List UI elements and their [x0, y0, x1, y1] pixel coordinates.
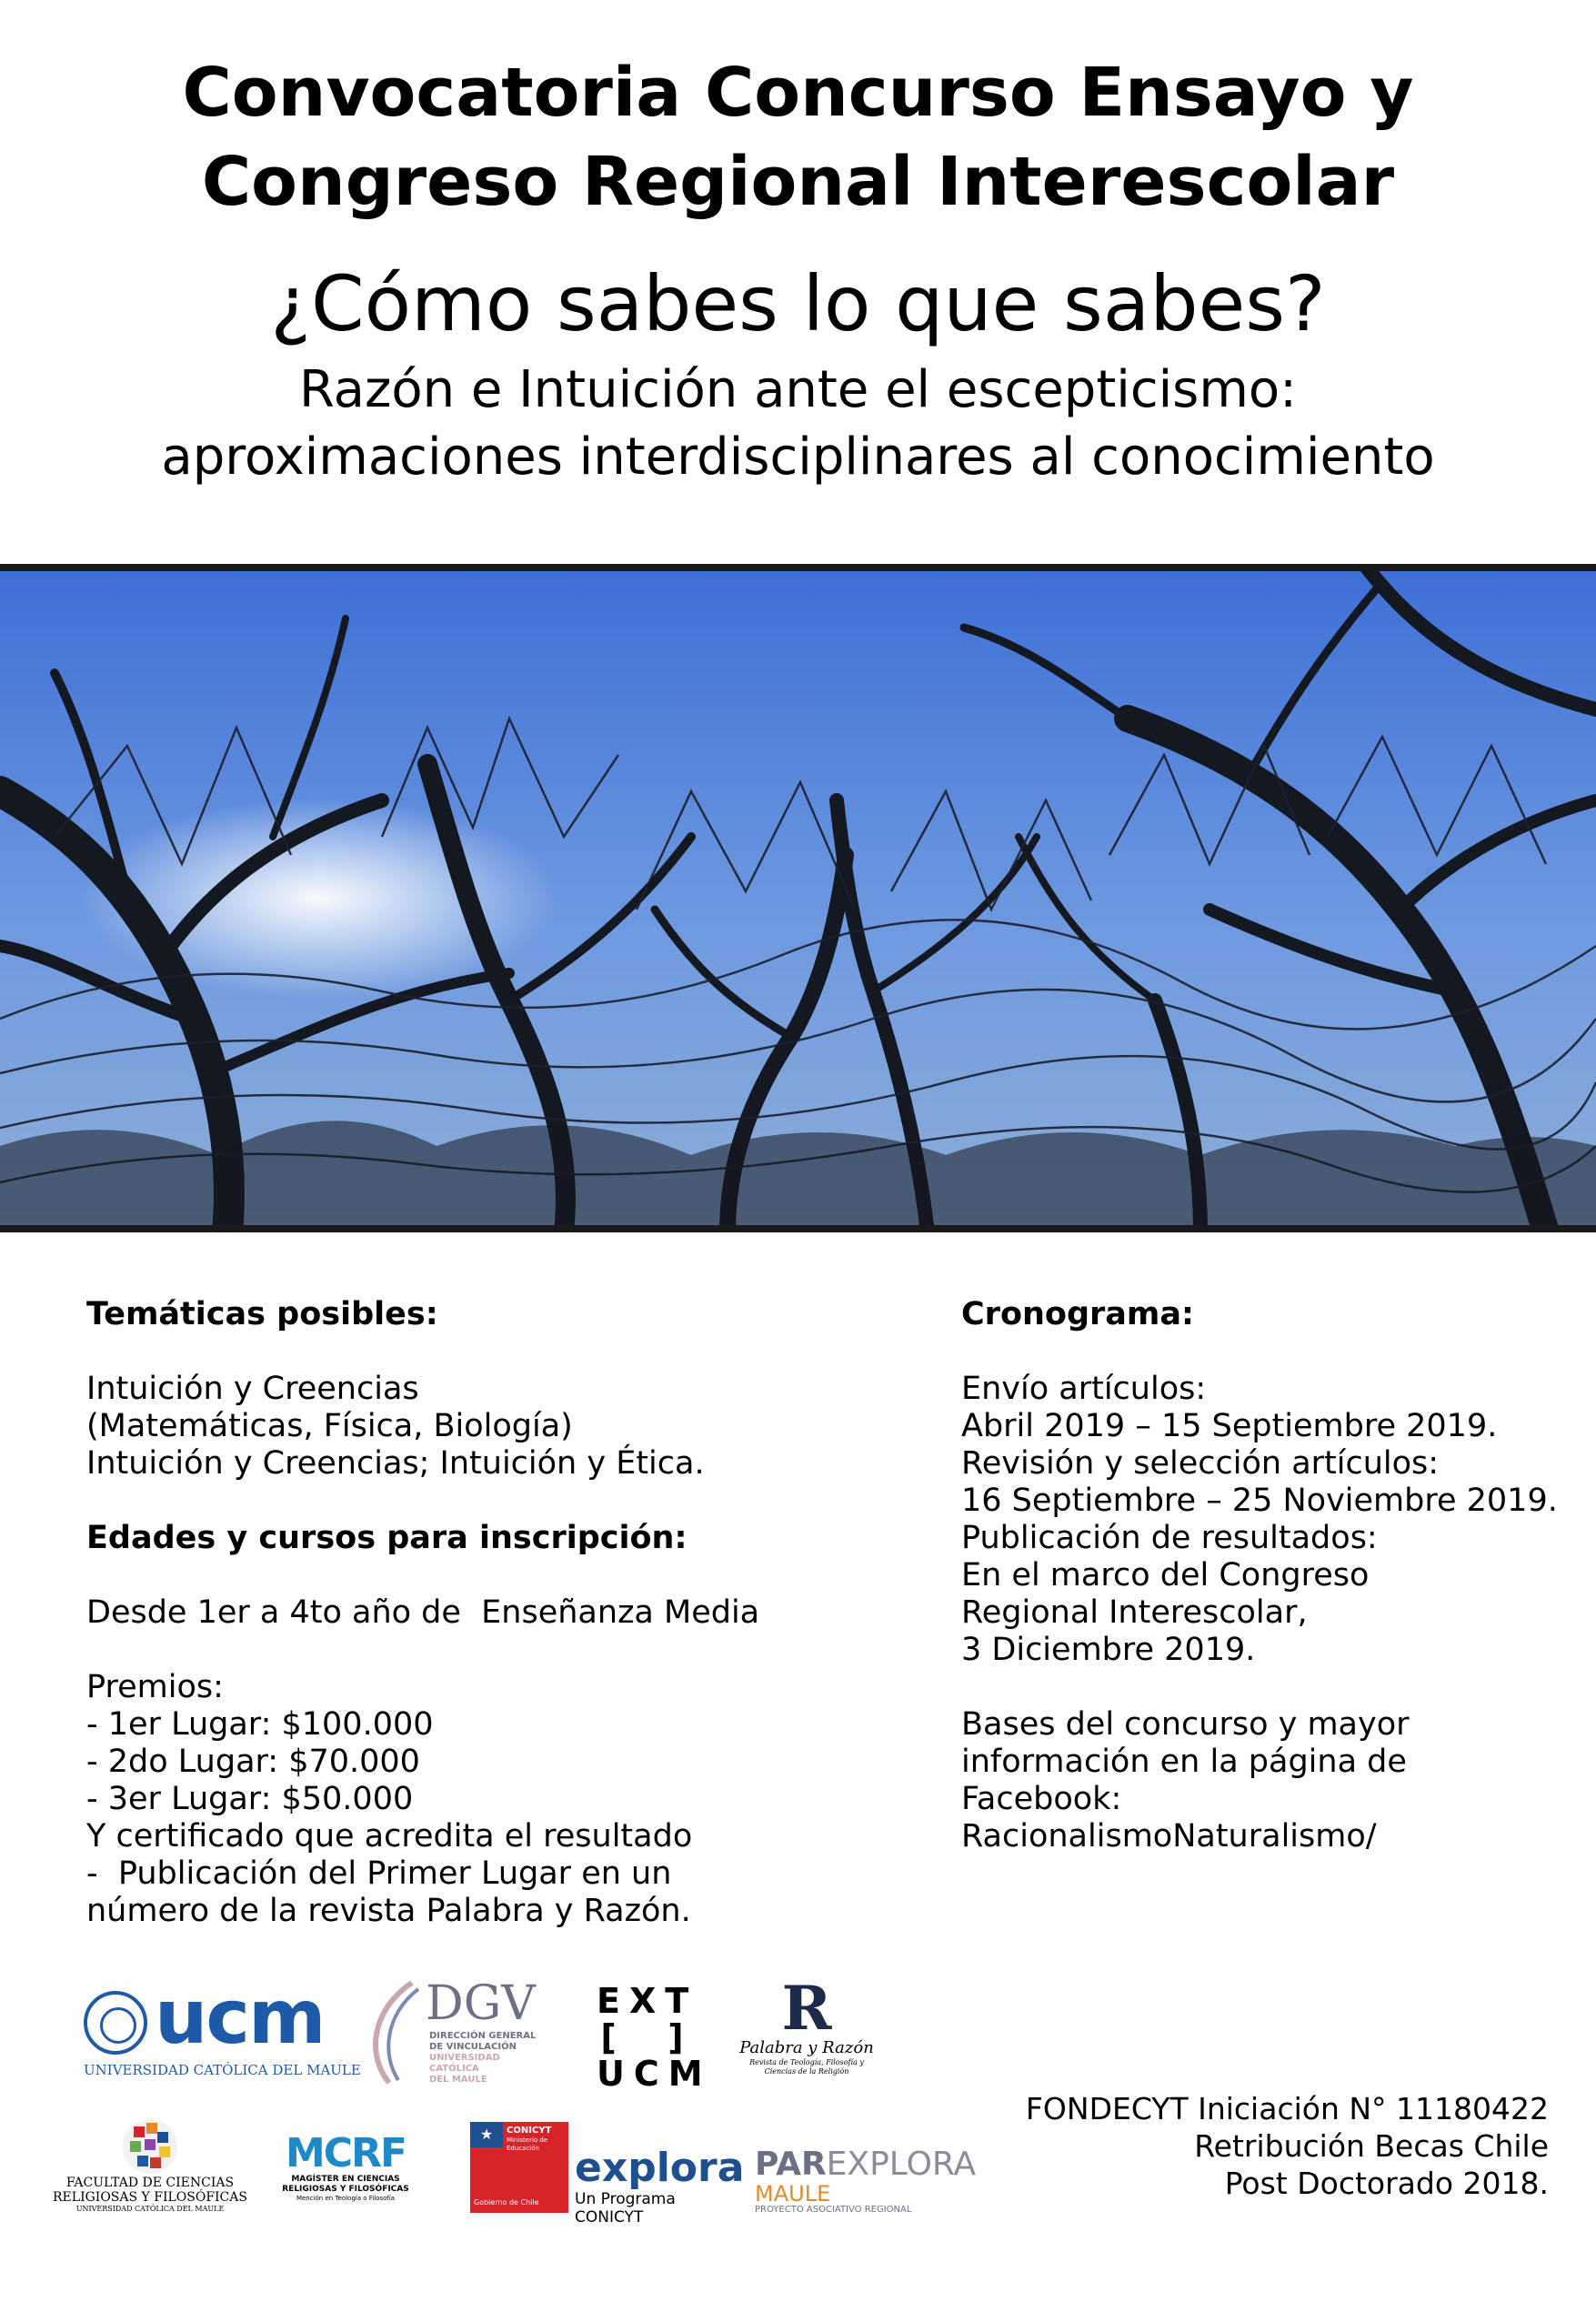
parexplora-mark-b: EXPLORA: [826, 2146, 977, 2183]
info-line: Facebook:: [961, 1781, 1122, 1817]
mcrf-wordmark: MCRF: [285, 2130, 406, 2176]
topics-heading: Temáticas posibles:: [86, 1296, 438, 1332]
dgv-wordmark: DGV: [426, 1976, 536, 2031]
chile-flag-icon: ★: [470, 2122, 503, 2147]
conicyt-line: CONICYT: [507, 2126, 552, 2136]
title-line-1: Convocatoria Concurso Ensayo y: [182, 54, 1414, 132]
explora-wordmark: explora: [575, 2145, 745, 2191]
dgv-logo: [362, 1978, 553, 2087]
ext-ucm-logo: [597, 1981, 712, 2094]
facultad-logo: [45, 2117, 255, 2222]
schedule-item: Abril 2019 – 15 Septiembre 2019.: [961, 1408, 1498, 1444]
facebook-page: RacionalismoNaturalismo/: [961, 1818, 1377, 1855]
mcrf-line: Mención en Teología o Filosofía: [296, 2195, 396, 2202]
mcrf-line: RELIGIOSAS Y FILOSÓFICAS: [282, 2185, 409, 2194]
schedule-item: 16 Septiembre – 25 Noviembre 2019.: [961, 1483, 1558, 1519]
parexplora-logo: [755, 2146, 977, 2219]
title-line-2: Congreso Regional Interescolar: [201, 143, 1395, 221]
ucm-caption: UNIVERSIDAD CATÓLICA DEL MAULE: [84, 2062, 361, 2078]
ucm-seal-icon: [84, 1991, 147, 2055]
schedule-item: Publicación de resultados:: [961, 1520, 1378, 1556]
prize-item: - 3er Lugar: $50.000: [86, 1781, 414, 1817]
ext-line: UCM: [597, 2054, 712, 2094]
schedule-item: En el marco del Congreso: [961, 1557, 1370, 1593]
topic-item: (Matemáticas, Física, Biología): [86, 1408, 573, 1444]
conicyt-line: Ministerio de: [507, 2136, 548, 2144]
funding-line: Retribución Becas Chile: [1194, 2128, 1549, 2164]
pyr-name: Palabra y Razón: [739, 2038, 874, 2057]
funding-line: Post Doctorado 2018.: [1224, 2166, 1549, 2201]
explora-logo: [575, 2145, 745, 2227]
topic-item: Intuición y Creencias; Intuición y Ética.: [86, 1445, 705, 1482]
prizes-heading: Premios:: [86, 1669, 224, 1705]
conicyt-footer: Gobierno de Chile: [474, 2198, 539, 2207]
conicyt-line: Educación: [507, 2145, 539, 2152]
info-line: Bases del concurso y mayor: [961, 1706, 1410, 1743]
dgv-line: DEL MAULE: [429, 2075, 487, 2085]
facultad-line: RELIGIOSAS Y FILOSÓFICAS: [53, 2190, 247, 2205]
pyr-line: Ciencias de la Religión: [764, 2067, 849, 2076]
ucm-wordmark: ucm: [155, 1975, 325, 2061]
funding-block: [1026, 2090, 1549, 2202]
ages-heading: Edades y cursos para inscripción:: [86, 1520, 688, 1556]
tree-canopy-illustration: [0, 564, 1596, 1232]
ext-line: [ ]: [600, 2017, 693, 2057]
funding-line: FONDECYT Iniciación N° 11180422: [1025, 2091, 1549, 2126]
prize-item: - 2do Lugar: $70.000: [86, 1744, 420, 1780]
topic-item: Intuición y Creencias: [86, 1371, 419, 1407]
facultad-mosaic-icon: [121, 2117, 179, 2176]
pyr-line: Revista de Teología, Filosofía y: [749, 2058, 864, 2066]
dgv-swoosh-icon: [362, 1978, 426, 2087]
ages-text: Desde 1er a 4to año de Enseñanza Media: [86, 1594, 760, 1631]
ext-line: EXT: [597, 1981, 698, 2021]
schedule-heading: Cronograma:: [961, 1296, 1194, 1332]
pyr-r-icon: R: [781, 1973, 832, 2044]
schedule-item: Regional Interescolar,: [961, 1594, 1308, 1631]
conicyt-logo: [470, 2122, 568, 2213]
ucm-logo: [84, 1975, 361, 2078]
dgv-line: UNIVERSIDAD CATÓLICA: [429, 2053, 500, 2074]
prize-item: número de la revista Palabra y Razón.: [86, 1893, 691, 1929]
tree-canopy-photo: [0, 564, 1596, 1232]
info-line: información en la página de: [961, 1744, 1407, 1780]
parexplora-region: MAULE: [755, 2181, 831, 2207]
subtitle-line-1: Razón e Intuición ante el escepticismo:: [298, 360, 1298, 419]
schedule-item: 3 Diciembre 2019.: [961, 1632, 1256, 1668]
left-column: [86, 1296, 905, 1930]
subtitle-line-2: aproximaciones interdisciplinares al conocimiento: [161, 427, 1435, 487]
right-column: [961, 1296, 1580, 1855]
schedule-item: Revisión y selección artículos:: [961, 1445, 1440, 1482]
prize-item: - Publicación del Primer Lugar en un: [86, 1855, 672, 1892]
dgv-line: DIRECCIÓN GENERAL: [429, 2031, 537, 2041]
parexplora-mark-a: PAR: [755, 2146, 827, 2183]
dgv-line: DE VINCULACIÓN: [429, 2042, 517, 2052]
facultad-line: UNIVERSIDAD CATÓLICA DEL MAULE: [75, 2205, 225, 2213]
prize-item: Y certificado que acredita el resultado: [86, 1818, 693, 1855]
schedule-item: Envío artículos:: [961, 1371, 1207, 1407]
main-question: ¿Cómo sabes lo que sabes?: [270, 259, 1326, 348]
explora-caption: Un Programa CONICYT: [575, 2190, 676, 2227]
facultad-line: FACULTAD DE CIENCIAS: [65, 2176, 235, 2190]
palabra-y-razon-logo: [738, 1973, 875, 2087]
parexplora-caption: PROYECTO ASOCIATIVO REGIONAL: [755, 2205, 912, 2215]
mcrf-logo: [277, 2130, 414, 2215]
mcrf-line: MAGÍSTER EN CIENCIAS: [291, 2175, 400, 2184]
prize-item: - 1er Lugar: $100.000: [86, 1706, 434, 1743]
